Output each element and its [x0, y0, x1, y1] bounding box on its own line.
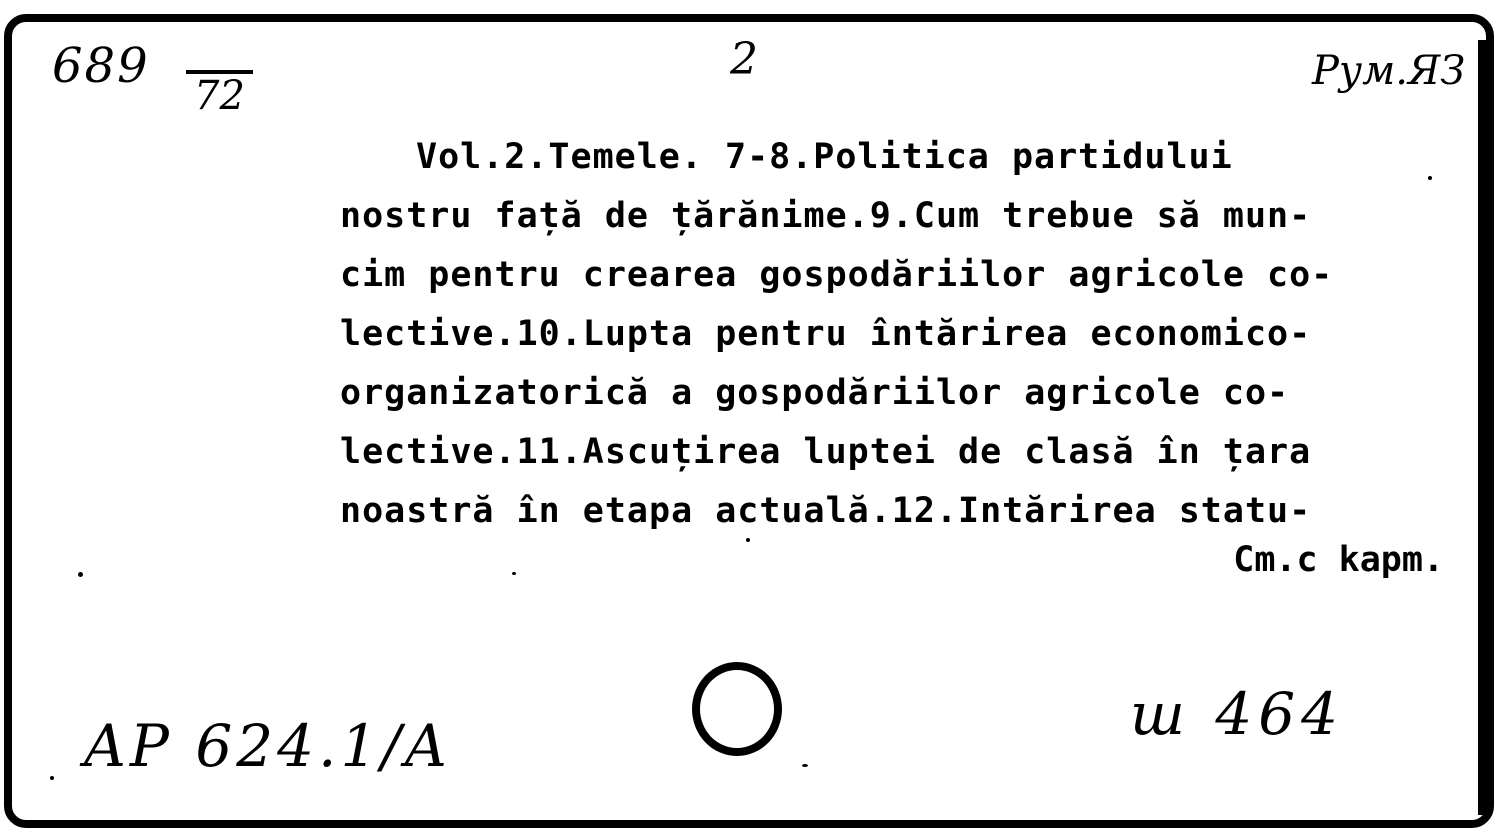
body-line-1: Vol.2.Temele. 7-8.Politica partidului: [416, 137, 1233, 177]
shelf-mark-bottom-left: AP 624.1/A: [84, 712, 451, 780]
shelf-mark-bottom-right: ш 464: [1130, 680, 1345, 748]
body-line-4: lective.10.Lupta pentru întărirea economico-: [340, 314, 1312, 354]
body-line-2: nostru față de țărănime.9.Cum trebue să mun-: [340, 196, 1312, 236]
body-line-3: cim pentru crearea gospodăriilor agricole co-: [340, 255, 1334, 295]
body-line-6: lective.11.Ascuțirea luptei de clasă în țara: [340, 432, 1312, 472]
body-line-5: organizatorică a gospodăriilor agricole co-: [340, 373, 1290, 413]
speck: [78, 572, 83, 577]
call-number-fraction: 72: [186, 70, 253, 118]
page-number: 2: [730, 34, 758, 85]
speck: [802, 764, 808, 767]
language-code-top-right: Рум.ЯЗ: [1312, 48, 1466, 94]
continuation-reference: Cm.c kapm.: [1233, 540, 1444, 580]
speck: [1428, 176, 1432, 180]
punch-hole: [692, 662, 782, 756]
speck: [512, 572, 516, 575]
card-body-text: [340, 128, 1440, 541]
speck: [50, 776, 54, 780]
speck: [746, 538, 750, 542]
body-line-7: noastră în etapa actuală.12.Intărirea statu-: [340, 491, 1312, 531]
call-number-top-left: 689: [52, 38, 150, 94]
card-edge-shadow: [1478, 40, 1488, 815]
